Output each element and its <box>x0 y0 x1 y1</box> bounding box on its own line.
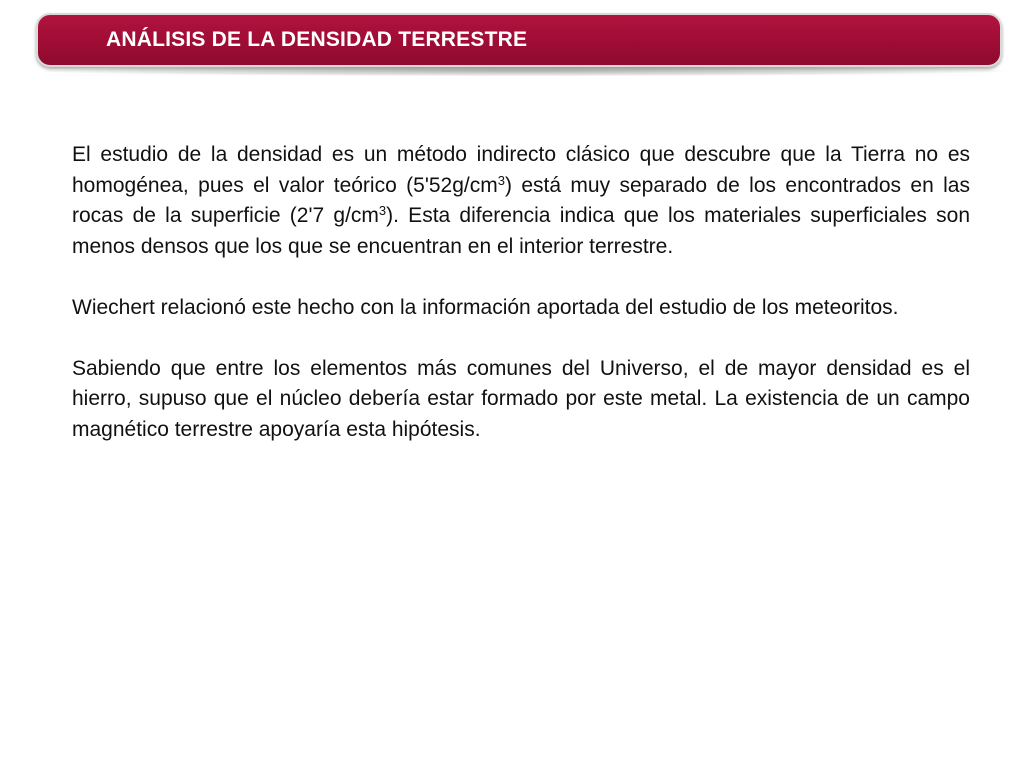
paragraph-density-part3: ). Esta diferencia indica que los materiales superficiales son menos densos que los que se encuentran en el interior terrestre. <box>72 204 970 258</box>
title-bar-shadow <box>44 66 1004 76</box>
paragraph-wiechert: Wiechert relacionó este hecho con la información aportada del estudio de los meteoritos. <box>72 295 899 319</box>
paragraph-density-part2: ) está muy separado de los encontrados en las rocas de la superficie (2'7 g/cm <box>72 173 970 227</box>
title-bar <box>36 13 1002 67</box>
paragraph-density <box>72 140 970 262</box>
paragraph-iron-core: Sabiendo que entre los elementos más comunes del Universo, el de mayor densidad es el hierro, supuso que el núcleo debería estar formado por este metal. La existencia de un campo magnético terrestre apoyaría esta hipótesis. <box>72 356 970 441</box>
paragraph-density-part1: El estudio de la densidad es un método indirecto clásico que descubre que la Tierra no es homogénea, pues el valor teórico (5'52g/cm <box>72 143 970 197</box>
superscript-cubic-2: 3 <box>378 203 387 218</box>
superscript-cubic-1: 3 <box>497 172 505 188</box>
slide-body <box>72 140 970 476</box>
slide-title: ANÁLISIS DE LA DENSIDAD TERRESTRE <box>106 28 528 51</box>
